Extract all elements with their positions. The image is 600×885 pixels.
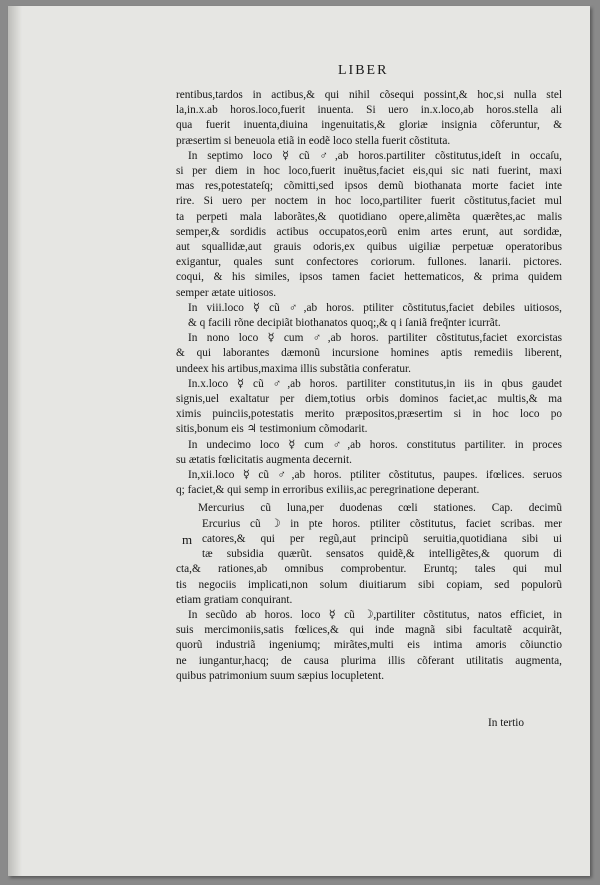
text-line: su ætatis fœlicitatis augmenta decernit.	[176, 453, 352, 466]
text-line: mas res,potestateſq; cõmitti,sed ipsos demũ biothanata morte faciet inte	[176, 180, 562, 193]
text-line: ne iungantur,hacq; de causa plurima illis cõferant utilitatis augmenta,	[176, 654, 562, 667]
text-line: rire. Si uero per noctem in hoc loco,partiliter fuerit cõstitutus,faciet mul	[176, 195, 562, 208]
text-line: quorũ industriã ingeniumq; mirãtes,multi eis intima amoris cõiunctio	[176, 639, 562, 652]
text-line: ximis puinciis,potestatis merito præpositos,præsertim si in hoc loco po	[176, 408, 562, 421]
text-line: aut squallidæ,aut grauis odoris,ex quibus uigiliæ perpetuæ operatoribus	[176, 241, 562, 254]
initial-letter: m	[182, 531, 193, 547]
text-line: rentibus,tardos in actibus,& qui nihil cõsequi possint,& hoc,si nulla stel	[176, 89, 562, 101]
text-line: In septimo loco ☿ cũ ♂,ab horos.partiliter cõstitutus,ideſt in occaſu,	[188, 149, 562, 162]
text-line: Ercurius cũ ☽ in pte horos. ptiliter cõstitutus, faciet scribas. mer	[202, 517, 562, 530]
text-line: tæ subsidia quærũt. sensatos quidẽ,& intelligẽtes,& quorum di	[202, 548, 562, 561]
text-line: coqui, & his similes, ipsos tamen faciet hettematicos, & prima quidem	[176, 271, 562, 284]
text-line: tis negociis implicati,non solum diuitiarum sibi copiam, sed populorũ	[176, 578, 562, 591]
text-line: suis mercimoniis,satis fœlices,& qui inde magnã sibi facultatẽ acquirãt,	[176, 624, 562, 637]
text-line: In undecimo loco ☿ cum ♂,ab horos. constitutus partiliter. in proces	[188, 438, 562, 451]
text-line: signis,uel exaltatur per diem,totius orbis dominos faciet,ac multis,& ma	[176, 393, 562, 406]
text-line: Mercurius cũ luna,per duodenas cœli stationes. Cap. decimũ	[198, 502, 562, 515]
text-line: In viii.loco ☿ cũ ♂,ab horos. ptiliter cõstitutus,faciet debiles uitiosos,	[188, 301, 562, 314]
text-line: cta,& rationes,ab omnibus comprobentur. Eruntq; tales qui mul	[176, 563, 562, 576]
body-text	[176, 88, 562, 684]
text-line: præsertim si beneuola etiã in eodẽ loco stella fuerit cõstituta.	[176, 134, 451, 147]
text-line: quibus patrimonium suum sæpius locupletent.	[176, 669, 385, 682]
text-line: qua fuerit inuenta,diuina ingenuitatis,& gloriæ insignia cõferuntur, &	[176, 119, 562, 132]
text-line: m catores,& qui per regũ,aut principũ seruitia,quotidiana sibi ui	[182, 531, 562, 547]
text-line: si per diem in hoc loco,fuerit inuẽtus,faciet eis,qui sic nati fuerint, maxi	[176, 165, 562, 178]
book-page	[8, 6, 590, 876]
text-line: sitis,bonum eis ♃ testimonium cõmodarit.	[176, 423, 368, 436]
text-line: q; faciet,& qui semp in erroribus exiliis,ac peregrinatione deperant.	[176, 484, 480, 497]
text-line: la,in.x.ab horos.loco,fuerit inuenta. Si uero in.x.loco,ab horos.stella ali	[176, 104, 562, 117]
text-line: In.x.loco ☿ cũ ♂,ab horos. partiliter constitutus,in iis in qbus gaudet	[188, 377, 562, 390]
text-line: etiam gratiam conquirant.	[176, 593, 293, 606]
catchword: In tertio	[488, 717, 525, 729]
text-line: undeex his artibus,maxima illis substãtia conferatur.	[176, 362, 411, 375]
text-line: semper,& sordidis actibus occupatos,eorũ enim artes erunt, aut sordidæ,	[176, 225, 562, 238]
text-line: In,xii.loco ☿ cũ ♂,ab horos. ptiliter cõstitutus, paupes. ifœlices. seruos	[188, 469, 562, 482]
text-line: In nono loco ☿ cum ♂,ab horos. partiliter cõstitutus,faciet exorcistas	[188, 332, 562, 345]
text-line: & qui laborantes dæmonũ incursione homines aptis remediis liberent,	[176, 347, 562, 360]
text-line: exigantur, quales sunt confectores coriorum. fullones. lanarii. pictores.	[176, 256, 562, 269]
text-line: semper ætate uitiosos.	[176, 286, 277, 299]
text-line: ta perpeti mala laborãtes,& quotidiano opere,alimẽta quærẽtes,ac malis	[176, 210, 562, 223]
text-line: In secũdo ab horos. loco ☿ cũ ☽,partiliter cõstitutus, natos efficiet, in	[188, 608, 562, 621]
text-line: & q facili rõne decipiãt biothanatos quoq;,& q i ſaniã freq̃nter icurrãt.	[188, 317, 501, 330]
running-header: LIBER	[338, 63, 389, 78]
